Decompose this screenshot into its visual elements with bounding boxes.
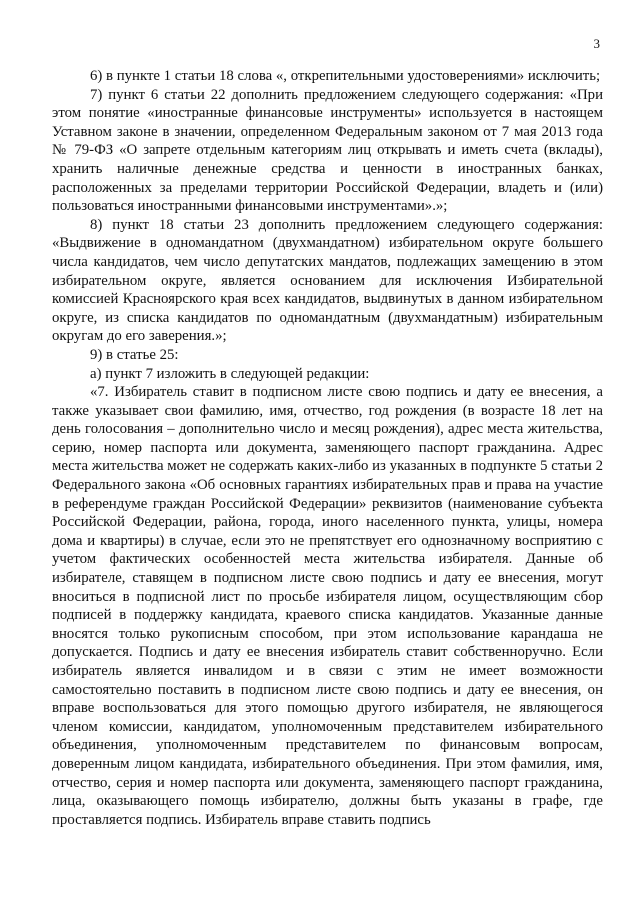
paragraph-item-7: 7) пункт 6 статьи 22 дополнить предложением следующего содержания: «При этом понятие «иностранные финансовые инструменты» используется в настоящем Уставном законе в значении, определенном Федеральным законом от 7 мая 2013 года № 79-ФЗ «О запрете отдельным категориям лиц открывать и иметь счета (вклады), хранить наличные денежные средства и ценности в иностранных банках, расположенных за пределами территории Российской Федерации, владеть и (или) пользоваться иностранными финансовыми инструментами».»; — [52, 86, 603, 215]
paragraph-item-8: 8) пункт 18 статьи 23 дополнить предложением следующего содержания: «Выдвижение в одномандатном (двухмандатном) избирательном округе большего числа кандидатов, чем число депутатских мандатов, подлежащих замещению в этом избирательном округе, является основанием для исключения Избирательной комиссией Красноярского края всех кандидатов, выдвинутых в данном избирательном округе, из списка кандидатов по одномандатным (двухмандатным) избирательным округам до его заверения.»; — [52, 216, 603, 345]
paragraph-subitem-a: а) пункт 7 изложить в следующей редакции: — [90, 365, 370, 382]
paragraph-item-6: 6) в пункте 1 статьи 18 слова «, открепительными удостоверениями» исключить; — [90, 68, 601, 84]
document-body — [52, 67, 603, 829]
page-number: 3 — [593, 36, 600, 51]
paragraph-clause-7-text: «7. Избиратель ставит в подписном листе свою подпись и дату ее внесения, а также указывает свои фамилию, имя, отчество, год рождения (в возрасте 18 лет на день голосования – дополнительно число и месяц рождения), адрес места жительства, серию, номер паспорта или документа, заменяющего паспорт гражданина. Адрес места жительства может не содержать каких-либо из указанных в подпункте 5 статьи 2 Федерального закона «Об основных гарантиях избирательных прав и права на участие в референдуме граждан Российской Федерации» реквизитов (наименование субъекта Российской Федерации, района, города, иного населенного пункта, улицы, номера дома и квартиры) в случае, если это не препятствует его однозначному восприятию с учетом фактических особенностей места жительства избирателя. Данные об избирателе, ставящем в подписном листе свою подпись и дату ее внесения, могут вноситься в подписной лист по просьбе избирателя лицом, осуществляющим сбор подписей в поддержку кандидата, краевого списка кандидатов. Указанные данные вносятся только рукописным способом, при этом использование карандаша не допускается. Подпись и дату ее внесения избиратель ставит собственноручно. Если избиратель является инвалидом и в связи с этим не имеет возможности самостоятельно поставить в подписном листе свою подпись и дату ее внесения, он вправе воспользоваться для этого помощью другого избирателя, не являющегося членом комиссии, кандидатом, уполномоченным представителем избирательного объединения, уполномоченным представителем по финансовым вопросам, доверенным лицом кандидата, избирательного объединения. При этом фамилия, имя, отчество, серия и номер паспорта или документа, заменяющего паспорт гражданина, лица, оказывающего помощь избирателю, должны быть указаны в графе, где проставляется подпись. Избиратель вправе ставить подпись — [52, 384, 603, 828]
paragraph-item-9: 9) в статье 25: — [90, 346, 179, 363]
